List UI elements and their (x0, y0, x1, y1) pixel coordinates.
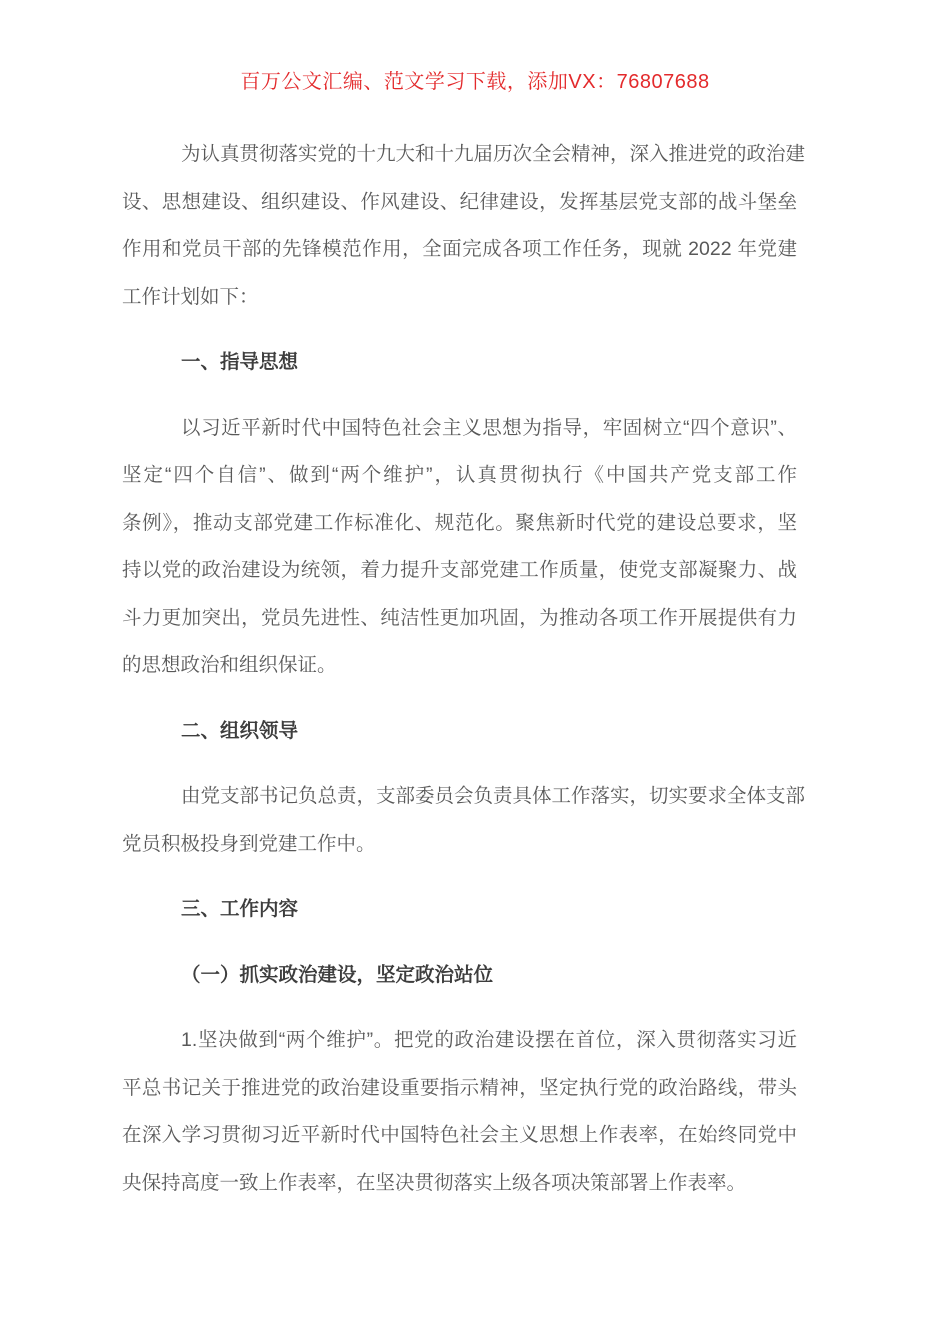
paragraph-line: 斗力更加突出，党员先进性、纯洁性更加巩固，为推动各项工作开展提供有力 (122, 606, 797, 629)
promo-header-text: 百万公文汇编、范文学习下载，添加VX：76807688 (240, 71, 710, 93)
heading-guiding-thought: 一、指导思想 (181, 351, 299, 373)
document-body (122, 131, 806, 1207)
heading-organization-leadership: 二、组织领导 (181, 719, 299, 742)
paragraph-line: 坚定“四个自信”、做到“两个维护”，认真贯彻执行《中国共产党支部工作 (122, 464, 797, 486)
paragraph-line: 由党支部书记负总责，支部委员会负责具体工作落实，切实要求全体支部 (181, 785, 806, 807)
paragraph-line: 党员积极投身到党建工作中。 (122, 832, 376, 855)
intro-paragraph (122, 131, 806, 321)
paragraph-line: 1.坚决做到“两个维护”。把党的政治建设摆在首位，深入贯彻落实习近 (181, 1029, 797, 1051)
heading-political-construction: （一）抓实政治建设，坚定政治站位 (181, 963, 494, 986)
paragraph-line: 持以党的政治建设为统领，着力提升支部党建工作质量，使党支部凝聚力、战 (122, 559, 797, 581)
organization-leadership-paragraph (122, 773, 806, 868)
paragraph-line: 设、思想建设、组织建设、作风建设、纪律建设，发挥基层党支部的战斗堡垒 (122, 190, 797, 213)
paragraph-line: 在深入学习贯彻习近平新时代中国特色社会主义思想上作表率，在始终同党中 (122, 1124, 797, 1146)
paragraph-line: 的思想政治和组织保证。 (122, 654, 337, 676)
guiding-thought-paragraph (122, 405, 797, 690)
paragraph-line: 以习近平新时代中国特色社会主义思想为指导，牢固树立“四个意识”、 (181, 416, 797, 439)
paragraph-line: 工作计划如下： (122, 285, 259, 308)
heading-work-content: 三、工作内容 (181, 898, 299, 920)
paragraph-line: 为认真贯彻落实党的十九大和十九届历次全会精神，深入推进党的政治建 (181, 143, 806, 165)
paragraph-line: 央保持高度一致上作表率，在坚决贯彻落实上级各项决策部署上作表率。 (122, 1171, 747, 1194)
paragraph-line: 作用和党员干部的先锋模范作用，全面完成各项工作任务，现就 2022 年党建 (122, 238, 797, 260)
paragraph-line: 平总书记关于推进党的政治建设重要指示精神，坚定执行党的政治路线，带头 (122, 1076, 797, 1099)
paragraph-line: 条例》，推动支部党建工作标准化、规范化。聚焦新时代党的建设总要求，坚 (122, 511, 797, 534)
political-construction-paragraph (122, 1017, 797, 1207)
